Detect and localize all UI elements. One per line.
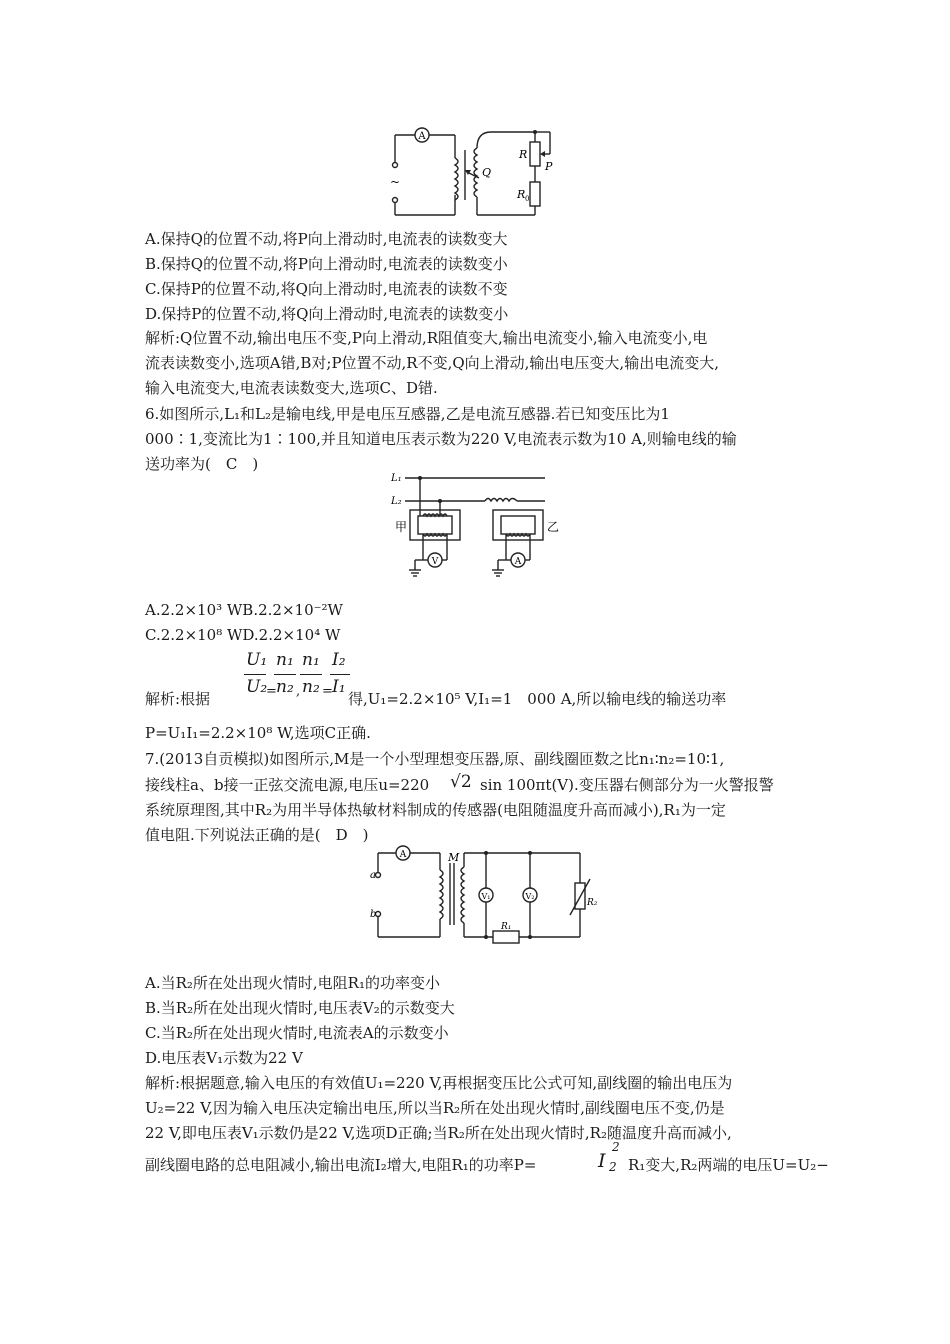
q5-analysis-line-3: 输入电流变大,电流表读数变大,选项C、D错.: [145, 379, 438, 397]
q6-stem-line-1: 6.如图所示,L₁和L₂是输电线,甲是电压互感器,乙是电流互感器.若已知变压比为1: [145, 405, 670, 423]
q6-option-cd: C.2.2×10⁸ WD.2.2×10⁴ W: [145, 626, 341, 644]
power-i-subscript: 2: [609, 1160, 617, 1174]
yi-label: 乙: [547, 520, 560, 534]
sqrt-two: √2: [450, 772, 472, 792]
fraction-bar: [300, 674, 322, 675]
r0-subscript: 0: [525, 195, 530, 203]
frac-n2b: n₂: [302, 677, 320, 697]
q-label: Q: [482, 166, 492, 179]
q7-analysis-line-3: 22 V,即电压表V₁示数仍是22 V,选项D正确;当R₂所在处出现火情时,R₂随温度升高而减小,: [145, 1124, 732, 1142]
fraction-bar: [274, 674, 296, 675]
terminal-a-label: a: [370, 870, 376, 881]
q6-analysis-prefix: 解析:根据: [145, 690, 211, 708]
q6-option-ab: A.2.2×10³ WB.2.2×10⁻²W: [145, 601, 343, 619]
equals-sign: =: [266, 684, 277, 699]
q6-transformer-figure: [385, 468, 560, 583]
equals-sign: =: [322, 684, 333, 699]
m-label: M: [448, 851, 460, 864]
q5-analysis-line-2: 流表读数变小,选项A错,B对;P位置不动,R不变,Q向上滑动,输出电压变大,输出电流变大,: [145, 354, 719, 372]
fraction-bar: [330, 674, 350, 675]
q5-analysis-line-1: 解析:Q位置不动,输出电压不变,P向上滑动,R阻值变大,输出电流变小,输入电流变小,电: [145, 329, 708, 347]
q7-analysis-line-2: U₂=22 V,因为输入电压决定输出电压,所以当R₂所在处出现火情时,副线圈电压不变,仍是: [145, 1099, 725, 1117]
v2-label: V₂: [525, 892, 535, 901]
frac-n1b: n₁: [302, 650, 320, 670]
p-label: P: [545, 160, 553, 173]
v1-label: V₁: [481, 892, 491, 901]
r0-label: R: [517, 188, 526, 201]
power-exponent: 2: [612, 1140, 620, 1154]
q5-circuit-figure: [385, 120, 560, 220]
ammeter-label: A: [418, 131, 426, 142]
voltmeter-label: V: [431, 557, 439, 567]
q7-option-c: C.当R₂所在处出现火情时,电流表A的示数变小: [145, 1024, 449, 1042]
l1-label: L₁: [391, 473, 402, 484]
q5-option-a: A.保持Q的位置不动,将P向上滑动时,电流表的读数变大: [145, 230, 508, 248]
q7-stem-line-2b: sin 100πt(V).变压器右侧部分为一火警报警: [480, 776, 774, 794]
frac-i1: I₁: [332, 677, 346, 697]
r1-label: R₁: [501, 922, 512, 932]
q6-stem-line-3: 送功率为( C ): [145, 455, 259, 473]
q6-stem-line-2: 000∶1,变流比为1∶100,并且知道电压表示数为220 V,电流表示数为10 A,则输电线的输: [145, 430, 737, 448]
q6-analysis-line-2: P=U₁I₁=2.2×10⁸ W,选项C正确.: [145, 724, 371, 742]
frac-u2: U₂: [246, 677, 268, 697]
frac-n1: n₁: [276, 650, 294, 670]
frac-i2: I₂: [332, 650, 346, 670]
q7-stem-line-3: 系统原理图,其中R₂为用半导体热敏材料制成的传感器(电阻随温度升高而减小),R₁为一定: [145, 801, 726, 819]
q7-option-b: B.当R₂所在处出现火情时,电压表V₂的示数变大: [145, 999, 455, 1017]
q7-option-d: D.电压表V₁示数为22 V: [145, 1049, 303, 1067]
q7-option-a: A.当R₂所在处出现火情时,电阻R₁的功率变小: [145, 974, 440, 992]
power-i: I: [598, 1150, 606, 1172]
comma: ,: [296, 684, 301, 699]
frac-u1: U₁: [246, 650, 268, 670]
q5-option-b: B.保持Q的位置不动,将P向上滑动时,电流表的读数变小: [145, 255, 508, 273]
q6-fraction-block: [240, 650, 360, 710]
terminal-b-label: b: [370, 909, 377, 920]
r2-label: R₂: [587, 898, 598, 908]
q7-analysis-line-4-prefix: 副线圈电路的总电阻减小,输出电流I₂增大,电阻R₁的功率P=: [145, 1156, 537, 1174]
ac-source-label: ~: [389, 175, 401, 189]
q7-stem-line-2a: 接线柱a、b接一正弦交流电源,电压u=220: [145, 776, 430, 794]
l2-label: L₂: [391, 496, 402, 507]
q6-analysis-suffix: 得,U₁=2.2×10⁵ V,I₁=1 000 A,所以输电线的输送功率: [348, 690, 727, 708]
frac-n2: n₂: [276, 677, 294, 697]
q5-option-c: C.保持P的位置不动,将Q向上滑动时,电流表的读数不变: [145, 280, 508, 298]
q7-analysis-line-1: 解析:根据题意,输入电压的有效值U₁=220 V,再根据变压比公式可知,副线圈的输出电压为: [145, 1074, 733, 1092]
q5-option-d: D.保持P的位置不动,将Q向上滑动时,电流表的读数变小: [145, 305, 509, 323]
q7-stem-line-4: 值电阻.下列说法正确的是( D ): [145, 826, 369, 844]
q7-fire-alarm-figure: [368, 845, 598, 947]
ammeter-label: A: [399, 850, 407, 860]
q7-stem-line-1: 7.(2013自贡模拟)如图所示,M是一个小型理想变压器,原、副线圈匝数之比n₁∶n₂=10∶1,: [145, 750, 725, 768]
ammeter-label: A: [514, 557, 522, 567]
q7-analysis-line-4-suffix: R₁变大,R₂两端的电压U=U₂−: [628, 1156, 829, 1174]
r-label: R: [519, 148, 528, 161]
fraction-bar: [244, 674, 266, 675]
jia-label: 甲: [395, 520, 408, 534]
